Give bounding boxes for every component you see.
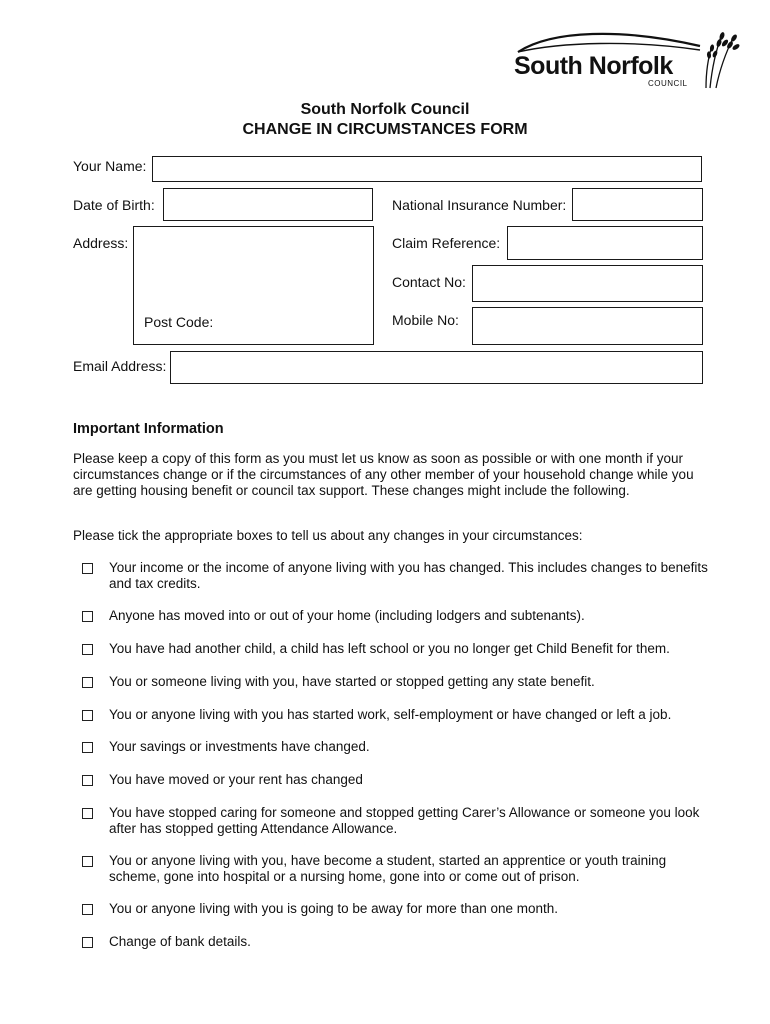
- list-item: Change of bank details.: [109, 934, 251, 949]
- checkbox[interactable]: [82, 808, 93, 819]
- info-paragraph: Please keep a copy of this form as you must let us know as soon as possible or with one month if your circumstances change or if the circumstances of any other member of your household change while you are getting housing benefit or council tax support. These changes might include the following.: [73, 451, 694, 498]
- checkbox[interactable]: [82, 611, 93, 622]
- mobile-no-field[interactable]: [472, 307, 703, 345]
- list-item: You have had another child, a child has left school or you no longer get Child Benefit for them.: [109, 641, 670, 656]
- checkbox[interactable]: [82, 904, 93, 915]
- checkbox[interactable]: [82, 937, 93, 948]
- form-title: CHANGE IN CIRCUMSTANCES FORM: [242, 121, 528, 138]
- logo-sub-text: COUNCIL: [648, 79, 688, 88]
- checkbox[interactable]: [82, 710, 93, 721]
- checkbox[interactable]: [82, 742, 93, 753]
- list-item: You or anyone living with you is going to be away for more than one month.: [109, 901, 559, 916]
- list-item: You have stopped caring for someone and stopped getting Carer’s Allowance or someone you look after has stopped getting Attendance Allowance.: [109, 805, 700, 836]
- ni-number-field[interactable]: [572, 188, 703, 221]
- list-item: Your income or the income of anyone living with you has changed. This includes changes to benefits and tax credits.: [109, 560, 708, 591]
- wheat-icon: [698, 28, 742, 90]
- dob-field[interactable]: [163, 188, 373, 221]
- checkbox[interactable]: [82, 775, 93, 786]
- claim-reference-label: Claim Reference:: [392, 235, 501, 251]
- list-item: Anyone has moved into or out of your home (including lodgers and subtenants).: [109, 608, 585, 623]
- council-logo: [512, 28, 742, 90]
- email-field[interactable]: [170, 351, 703, 384]
- dob-label: Date of Birth:: [73, 197, 155, 213]
- list-item: You have moved or your rent has changed: [109, 772, 363, 787]
- form-org-title: South Norfolk Council: [300, 101, 470, 118]
- checkbox[interactable]: [82, 644, 93, 655]
- name-label: Your Name:: [73, 158, 147, 174]
- info-heading: Important Information: [73, 421, 224, 437]
- checkbox[interactable]: [82, 563, 93, 574]
- ni-label: National Insurance Number:: [392, 197, 567, 213]
- list-item: Your savings or investments have changed.: [109, 739, 370, 754]
- checkbox[interactable]: [82, 677, 93, 688]
- list-item: You or someone living with you, have started or stopped getting any state benefit.: [109, 674, 595, 689]
- mobile-no-label: Mobile No:: [392, 312, 459, 328]
- postcode-label: Post Code:: [144, 314, 214, 330]
- checkbox[interactable]: [82, 856, 93, 867]
- contact-no-field[interactable]: [472, 265, 703, 302]
- list-item: You or anyone living with you, have become a student, started an apprentice or youth training scheme, gone into hospital or a nursing home, gone into or come out of prison.: [109, 853, 667, 884]
- name-field[interactable]: [152, 156, 702, 182]
- list-item: You or anyone living with you has started work, self-employment or have changed or left a job.: [109, 707, 672, 722]
- email-label: Email Address:: [73, 358, 167, 374]
- logo-brand-text: South Norfolk: [514, 52, 673, 80]
- tick-instructions: Please tick the appropriate boxes to tell us about any changes in your circumstances:: [73, 528, 583, 543]
- contact-no-label: Contact No:: [392, 274, 466, 290]
- claim-reference-field[interactable]: [507, 226, 703, 260]
- address-label: Address:: [73, 235, 129, 251]
